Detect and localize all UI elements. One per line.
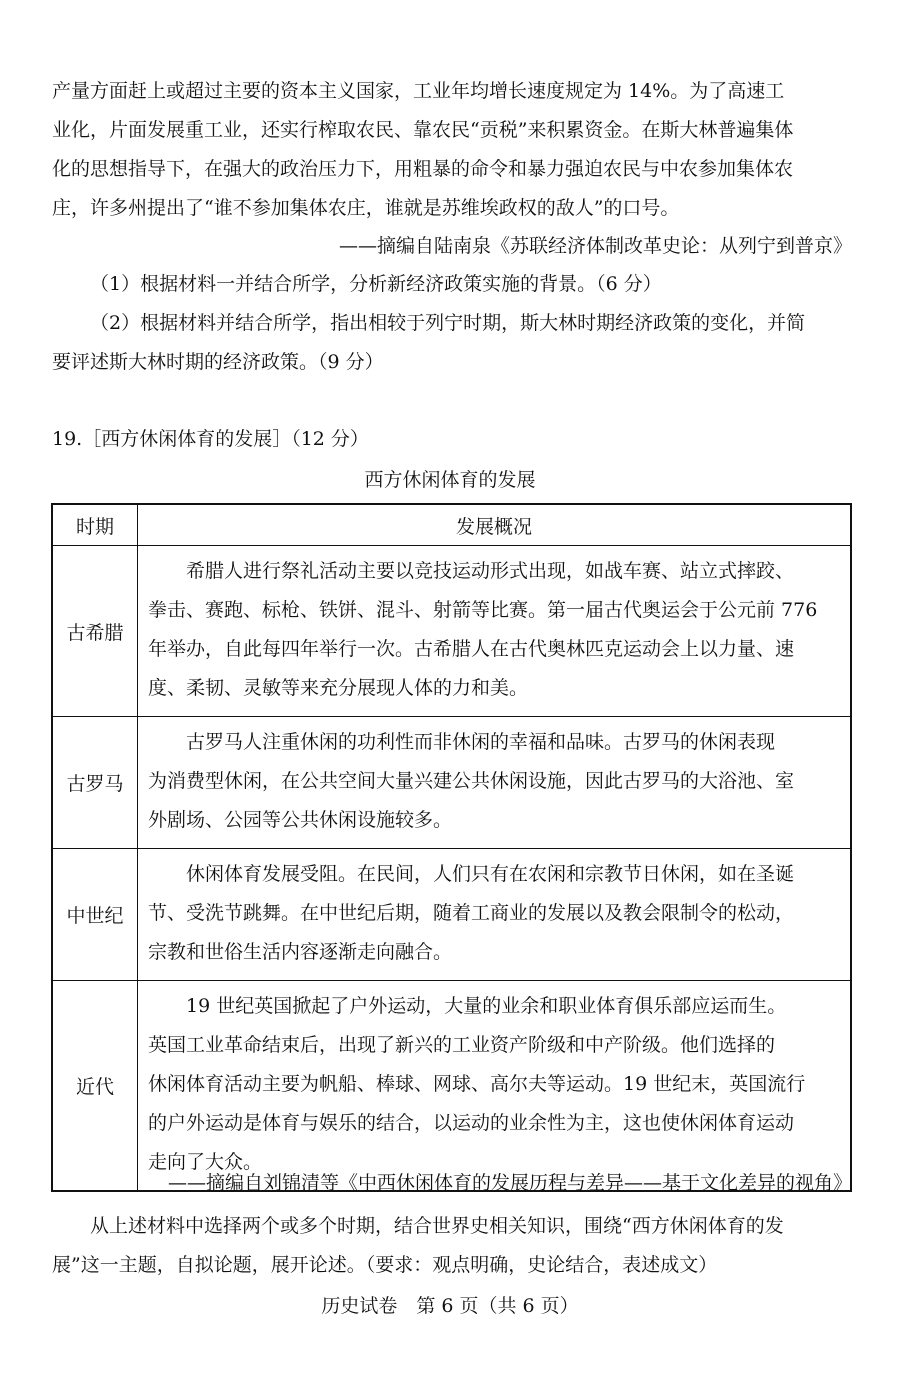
passage-line: 产量方面赶上或超过主要的资本主义国家，工业年均增长速度规定为 14%。为了高速工 xyxy=(52,80,785,102)
period-cell: 古罗马 xyxy=(52,717,138,849)
table-caption: 西方休闲体育的发展 xyxy=(364,469,536,491)
period-cell: 近代 xyxy=(52,981,138,1192)
column-header-period: 时期 xyxy=(52,504,138,546)
column-header-overview: 发展概况 xyxy=(138,504,852,546)
page-footer: 历史试卷 第 6 页（共 6 页） xyxy=(321,1295,579,1317)
overview-cell: 休闲体育发展受阻。在民间，人们只有在农闲和宗教节日休闲，如在圣诞 节、受洗节跳舞。在中世纪后期，随着工商业的发展以及教会限制令的松动， 宗教和世俗生活内容逐渐走向融合。 xyxy=(138,849,852,981)
table-header-row xyxy=(52,504,851,546)
table-row xyxy=(52,981,851,1192)
passage-source: ——摘编自陆南泉《苏联经济体制改革史论：从列宁到普京》 xyxy=(338,235,852,257)
overview-cell: 希腊人进行祭礼活动主要以竞技运动形式出现，如战车赛、站立式摔跤、 拳击、赛跑、标枪、铁饼、混斗、射箭等比赛。第一届古代奥运会于公元前 776 年举办，自此每四年举行一次。古希腊人在古代奥林匹克运动会上以力量、速 度、柔韧、灵敏等来充分展现人体的力和美。 xyxy=(138,546,852,717)
table-row xyxy=(52,717,851,849)
question-2: （2）根据材料并结合所学，指出相较于列宁时期，斯大林时期经济政策的变化，并简 要评述斯大林时期的经济政策。（9 分） xyxy=(52,312,806,373)
passage-line: 业化，片面发展重工业，还实行榨取农民、靠农民“贡税”来积累资金。在斯大林普遍集体 xyxy=(52,119,794,141)
passage-line: 化的思想指导下，在强大的政治压力下，用粗暴的命令和暴力强迫农民与中农参加集体农 xyxy=(52,158,794,180)
question-19-heading: 19.［西方休闲体育的发展］（12 分） xyxy=(52,428,369,450)
overview-cell: 古罗马人注重休闲的功利性而非休闲的幸福和品味。古罗马的休闲表现 为消费型休闲，在公共空间大量兴建公共休闲设施，因此古罗马的大浴池、室 外剧场、公园等公共休闲设施较多。 xyxy=(138,717,852,849)
period-cell: 古希腊 xyxy=(52,546,138,717)
table-row xyxy=(52,546,851,717)
table-source: ——摘编自刘锦清等《中西休闲体育的发展历程与差异——基于文化差异的视角》 xyxy=(167,1172,852,1194)
question-1: （1）根据材料一并结合所学，分析新经济政策实施的背景。（6 分） xyxy=(90,273,662,295)
period-cell: 中世纪 xyxy=(52,849,138,981)
passage-top xyxy=(52,72,852,228)
question-19-task: 从上述材料中选择两个或多个时期，结合世界史相关知识，围绕“西方休闲体育的发 展”这一主题，自拟论题，展开论述。（要求：观点明确，史论结合，表述成文） xyxy=(52,1215,784,1276)
passage-line: 庄，许多州提出了“谁不参加集体农庄，谁就是苏维埃政权的敌人”的口号。 xyxy=(52,197,680,219)
overview-cell: 19 世纪英国掀起了户外运动，大量的业余和职业体育俱乐部应运而生。 英国工业革命结束后，出现了新兴的工业资产阶级和中产阶级。他们选择的 休闲体育活动主要为帆船、棒球、网球、高尔夫等运动。19 世纪末，英国流行 的户外运动是体育与娱乐的结合，以运动的业余性为主，这也使休闲体育运动 走向了大众。 xyxy=(138,981,852,1192)
development-table xyxy=(51,503,852,1192)
table-row xyxy=(52,849,851,981)
